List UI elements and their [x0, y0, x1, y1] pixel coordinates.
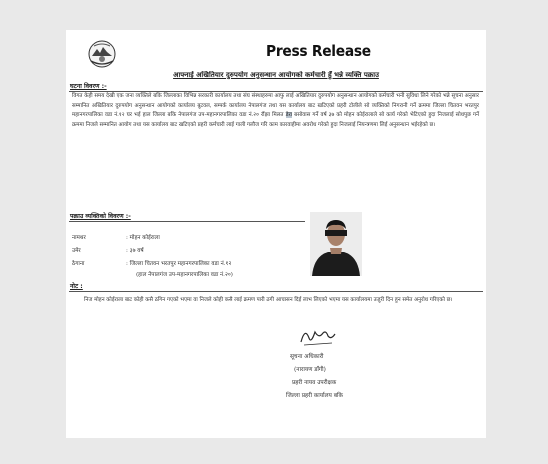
nepal-emblem-icon — [88, 40, 116, 68]
face-blur-bar — [325, 230, 347, 236]
incident-text-end: बसोवास गर्ने वर्ष ३७ को मोहन कोईरालाले सो कार्य गरेको भेटिएको हुदा निजलाई सोधपुछ गर्ने क्रममा निजले सम्मानित आयोग तथा यस कार्यालय बाट खटिएको प्रहरी कर्मचारी लाई गाली गलौज गरि काम कारवाहीमा अवरोध गरेको हुदा निजलाई नियन्त्रणमा लिई अनुसन्धान भईरहेको छ। — [72, 112, 479, 128]
address-key: ठेगाना — [72, 261, 85, 267]
incident-text-start: विगत केही समय देखी एक जना व्यक्तिले बकि जिल्लाका विभिन्न सरकारी कार्यालय तथा संघ संस्थाहरुमा आफु लाई अखितियार दुरुपयोग अनुसन्धान आयोगको कर्मचारी भनी सुविधा लिने गरेको भन्ने सूचना अनुसार सम्मानित अखितियार दुरुपयोग अनुसन्धान आयोगको कार्यालय बुटवल, सम्पर्क कार्यालय नेपालगंज तथा यस कार्यालय बाट खटिएको प्रहरी टोलीले सो व्यक्तिको निगरानी गर्ने क्रममा जिल्ला चितवन भरतपुर महानगरपालिका वडा नं.१२ घर भई हाल जिल्ला बकि नेपालगंज उप-महानगरपालिका वडा नं.२० रौंझा मिलत — [72, 93, 479, 119]
divider — [69, 221, 305, 222]
press-release-title: Press Release — [266, 42, 371, 60]
age-key: उमेर — [72, 248, 81, 254]
age-value: : ३७ वर्ष — [126, 248, 144, 254]
person-silhouette-icon — [310, 212, 362, 276]
name-value: : मोहन कोईराला — [126, 235, 160, 241]
note-text: निज मोहन कोईराला बाट कोही कसै ठगिन गएको भएमा वा निजले कोही कसै लाई क्रमण पारी ठगी आचासन दिई लाभ लिएको भएमा यस कार्यालयमा उजुरी दिन हुन समेत अनुरोध गरिएको छ। — [84, 297, 453, 303]
headline: आफ्नाई अखितियार दुरुपयोग अनुसन्धान आयोगको कर्मचारी हुँ भन्ने व्यक्ति पक्राउ — [173, 71, 379, 79]
name-key: नामथर — [72, 235, 86, 241]
address-value: : जिल्ला चितवन भरतपुर महानगरपालिका वडा नं.१२ — [126, 261, 232, 267]
note-label: नोट : — [70, 283, 83, 290]
signature — [298, 324, 338, 348]
incident-highlight: डेरा — [285, 112, 293, 119]
signatory-role: सूचना अधिकारी — [290, 354, 324, 360]
signatory-office: जिल्ला प्रहरी कार्यालय बकि — [286, 393, 343, 399]
divider — [69, 291, 483, 292]
press-release-page — [66, 30, 486, 438]
address-current: (हाल नेपालगंज उप-महानगरपालिका वडा नं.२०) — [136, 272, 233, 278]
incident-description — [72, 92, 479, 130]
signatory-name: (नारायण डाँगी) — [294, 367, 326, 373]
signatory-rank: प्रहरी नायव उपरीक्षक — [292, 380, 337, 386]
suspect-photo — [310, 212, 362, 276]
arrested-person-label: पक्राउ व्यक्तिको विवरण :- — [70, 213, 131, 220]
incident-label: घटना विवरण :- — [70, 83, 107, 90]
